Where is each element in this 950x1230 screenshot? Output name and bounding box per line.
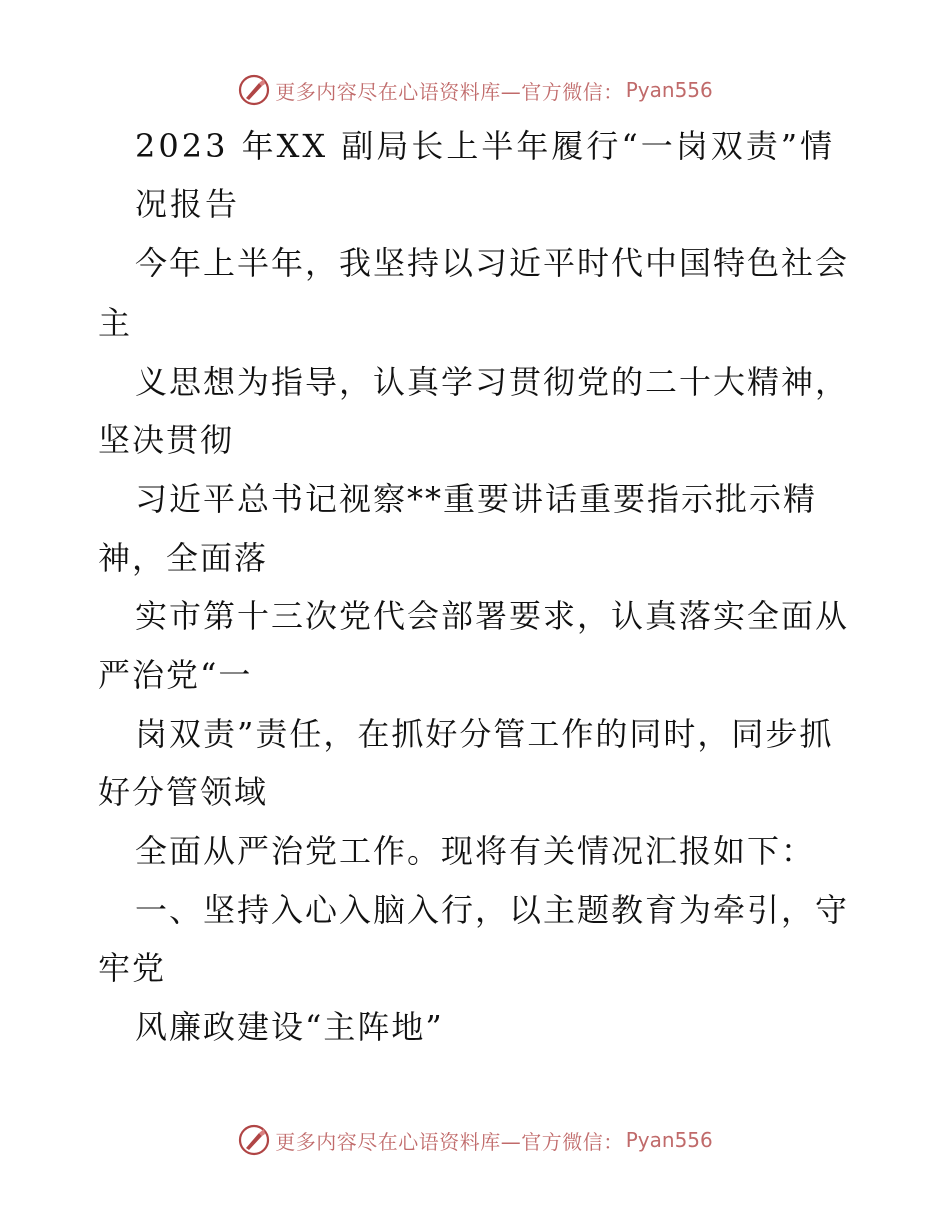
body-line: 全面从严治党工作。现将有关情况汇报如下： xyxy=(135,832,816,870)
body-line: 义思想为指导，认真学习贯彻党的二十大精神， xyxy=(135,363,850,401)
watermark-text: 更多内容尽在心语资料库—官方微信： xyxy=(275,79,624,104)
watermark-contact: Pyan556 xyxy=(625,1128,713,1152)
body-line: 主 xyxy=(98,304,133,342)
body-line: 岗双责”责任，在抓好分管工作的同时，同步抓 xyxy=(135,715,834,753)
document-title-line-1: 2023 年XX 副局长上半年履行“一岗双责”情 xyxy=(135,127,836,165)
header-watermark xyxy=(0,70,950,110)
body-line: 神，全面落 xyxy=(98,539,269,577)
quill-pen-logo-icon xyxy=(237,73,271,107)
document-title-line-2: 况报告 xyxy=(135,185,241,223)
body-line: 今年上半年，我坚持以习近平时代中国特色社会 xyxy=(135,244,850,282)
body-line: 好分管领域 xyxy=(98,773,269,811)
watermark-contact: Pyan556 xyxy=(625,78,713,102)
section-heading-line: 一、坚持入心入脑入行，以主题教育为牵引，守 xyxy=(135,891,850,929)
watermark-text: 更多内容尽在心语资料库—官方微信： xyxy=(275,1129,624,1154)
body-line: 习近平总书记视察**重要讲话重要指示批示精 xyxy=(135,480,818,518)
footer-watermark xyxy=(0,1120,950,1160)
quill-pen-logo-icon xyxy=(237,1123,271,1157)
section-heading-line: 风廉政建设“主阵地” xyxy=(135,1008,444,1046)
body-line: 严治党“一 xyxy=(98,656,253,694)
section-heading-line: 牢党 xyxy=(98,949,167,987)
body-line: 坚决贯彻 xyxy=(98,421,235,459)
body-line: 实市第十三次党代会部署要求，认真落实全面从 xyxy=(135,597,850,635)
